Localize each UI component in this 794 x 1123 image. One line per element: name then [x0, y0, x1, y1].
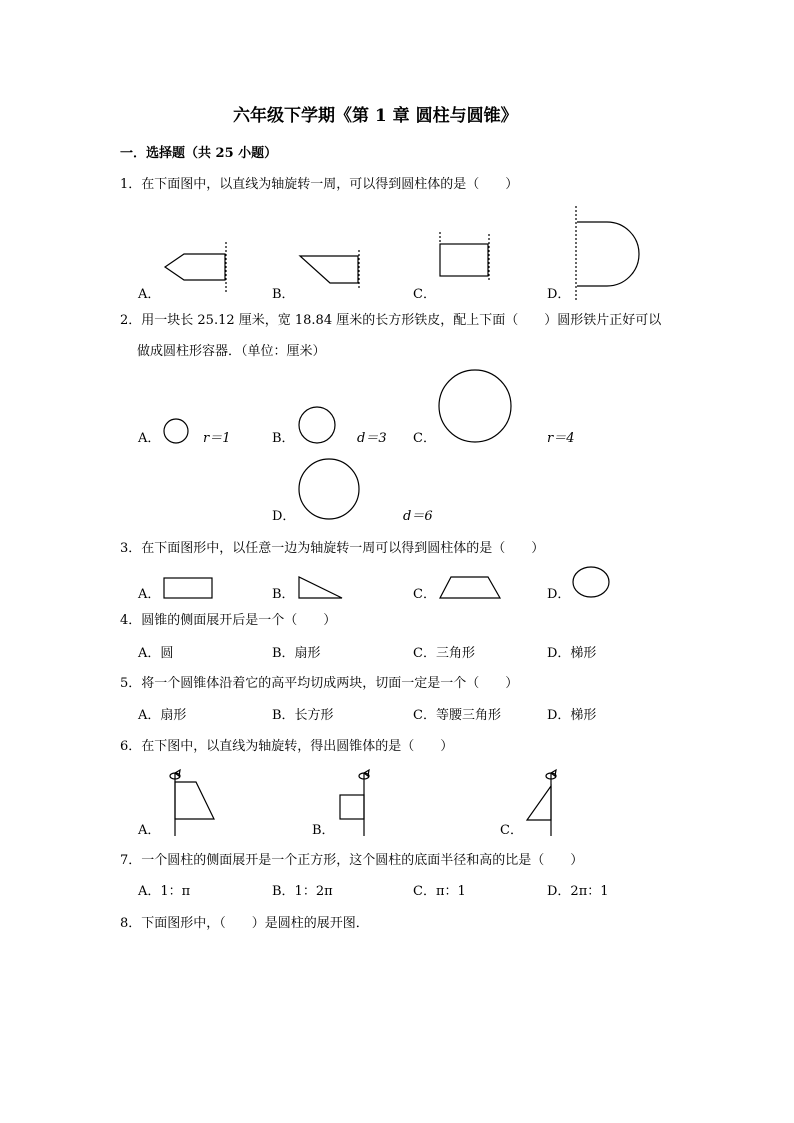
q4-option-d: D．梯形	[547, 646, 597, 661]
q1-option-b-label: B．	[272, 287, 295, 302]
q3-option-a-label: A．	[138, 587, 161, 602]
q6-option-a-label: A．	[138, 823, 161, 838]
section-heading: 一．选择题（共 25 小题）	[120, 146, 278, 161]
q3-right-triangle	[298, 576, 348, 600]
page-title: 六年级下学期《第 1 章 圆柱与圆锥》	[233, 106, 518, 126]
q3-trapezoid	[438, 575, 504, 601]
q5-option-b: B．长方形	[272, 708, 334, 723]
q6-figure-a	[165, 768, 220, 838]
q5-option-c: C．等腰三角形	[413, 708, 501, 723]
q4-option-a: A．圆	[138, 646, 174, 661]
q2-label-b: d＝3	[357, 431, 387, 446]
q2-label-d: d＝6	[403, 509, 433, 524]
q2-option-c-label: C．	[413, 431, 436, 446]
q1-figure-b	[295, 250, 375, 290]
q2-option-b-label: B．	[272, 431, 295, 446]
q3-ellipse	[572, 566, 612, 600]
q2-circle-d	[298, 458, 362, 522]
q2-circle-b	[298, 406, 338, 446]
q3-stem: 3．在下面图形中，以任意一边为轴旋转一周可以得到圆柱体的是（ ）	[120, 541, 545, 556]
q6-figure-b	[332, 768, 382, 838]
q6-stem: 6．在下图中，以直线为轴旋转，得出圆锥体的是（ ）	[120, 739, 454, 754]
q6-option-c-label: C．	[500, 823, 523, 838]
q2-label-a: r＝1	[203, 431, 231, 446]
q2-circle-a	[163, 418, 191, 446]
q3-option-d-label: D．	[547, 587, 571, 602]
q6-option-b-label: B．	[312, 823, 335, 838]
q4-stem: 4．圆锥的侧面展开后是一个（ ）	[120, 613, 337, 628]
q2-circle-c	[438, 369, 514, 445]
q7-option-a: A．1：π	[138, 884, 191, 899]
q7-option-d: D．2π：1	[547, 884, 609, 899]
q6-figure-c	[520, 768, 565, 838]
q2-label-c: r＝4	[547, 431, 575, 446]
q5-stem: 5．将一个圆锥体沿着它的高平均切成两块，切面一定是一个（ ）	[120, 676, 519, 691]
q2-stem-line2: 做成圆柱形容器．（单位：厘米）	[137, 344, 326, 359]
q7-option-c: C．π：1	[413, 884, 466, 899]
q3-rectangle	[163, 577, 215, 601]
q3-option-c-label: C．	[413, 587, 436, 602]
q4-option-c: C．三角形	[413, 646, 475, 661]
q5-option-d: D．梯形	[547, 708, 597, 723]
q4-option-b: B．扇形	[272, 646, 321, 661]
q5-option-a: A．扇形	[138, 708, 187, 723]
q1-figure-c	[435, 232, 495, 284]
q1-option-d-label: D．	[547, 287, 571, 302]
q7-stem: 7．一个圆柱的侧面展开是一个正方形，这个圆柱的底面半径和高的比是（ ）	[120, 853, 584, 868]
q1-option-c-label: C．	[413, 287, 436, 302]
q2-option-d-label: D．	[272, 509, 296, 524]
q8-stem: 8．下面图形中，（ ）是圆柱的展开图．	[120, 916, 369, 931]
q1-option-a-label: A．	[138, 287, 161, 302]
q7-option-b: B．1：2π	[272, 884, 333, 899]
q2-stem-line1: 2．用一块长 25.12 厘米，宽 18.84 厘米的长方形铁皮，配上下面（ ）圆形铁片正好可以	[120, 313, 662, 328]
q1-figure-a	[160, 240, 240, 290]
q3-option-b-label: B．	[272, 587, 295, 602]
q1-stem: 1．在下面图中，以直线为轴旋转一周，可以得到圆柱体的是（ ）	[120, 177, 519, 192]
q2-option-a-label: A．	[138, 431, 161, 446]
q1-figure-d	[570, 204, 650, 300]
